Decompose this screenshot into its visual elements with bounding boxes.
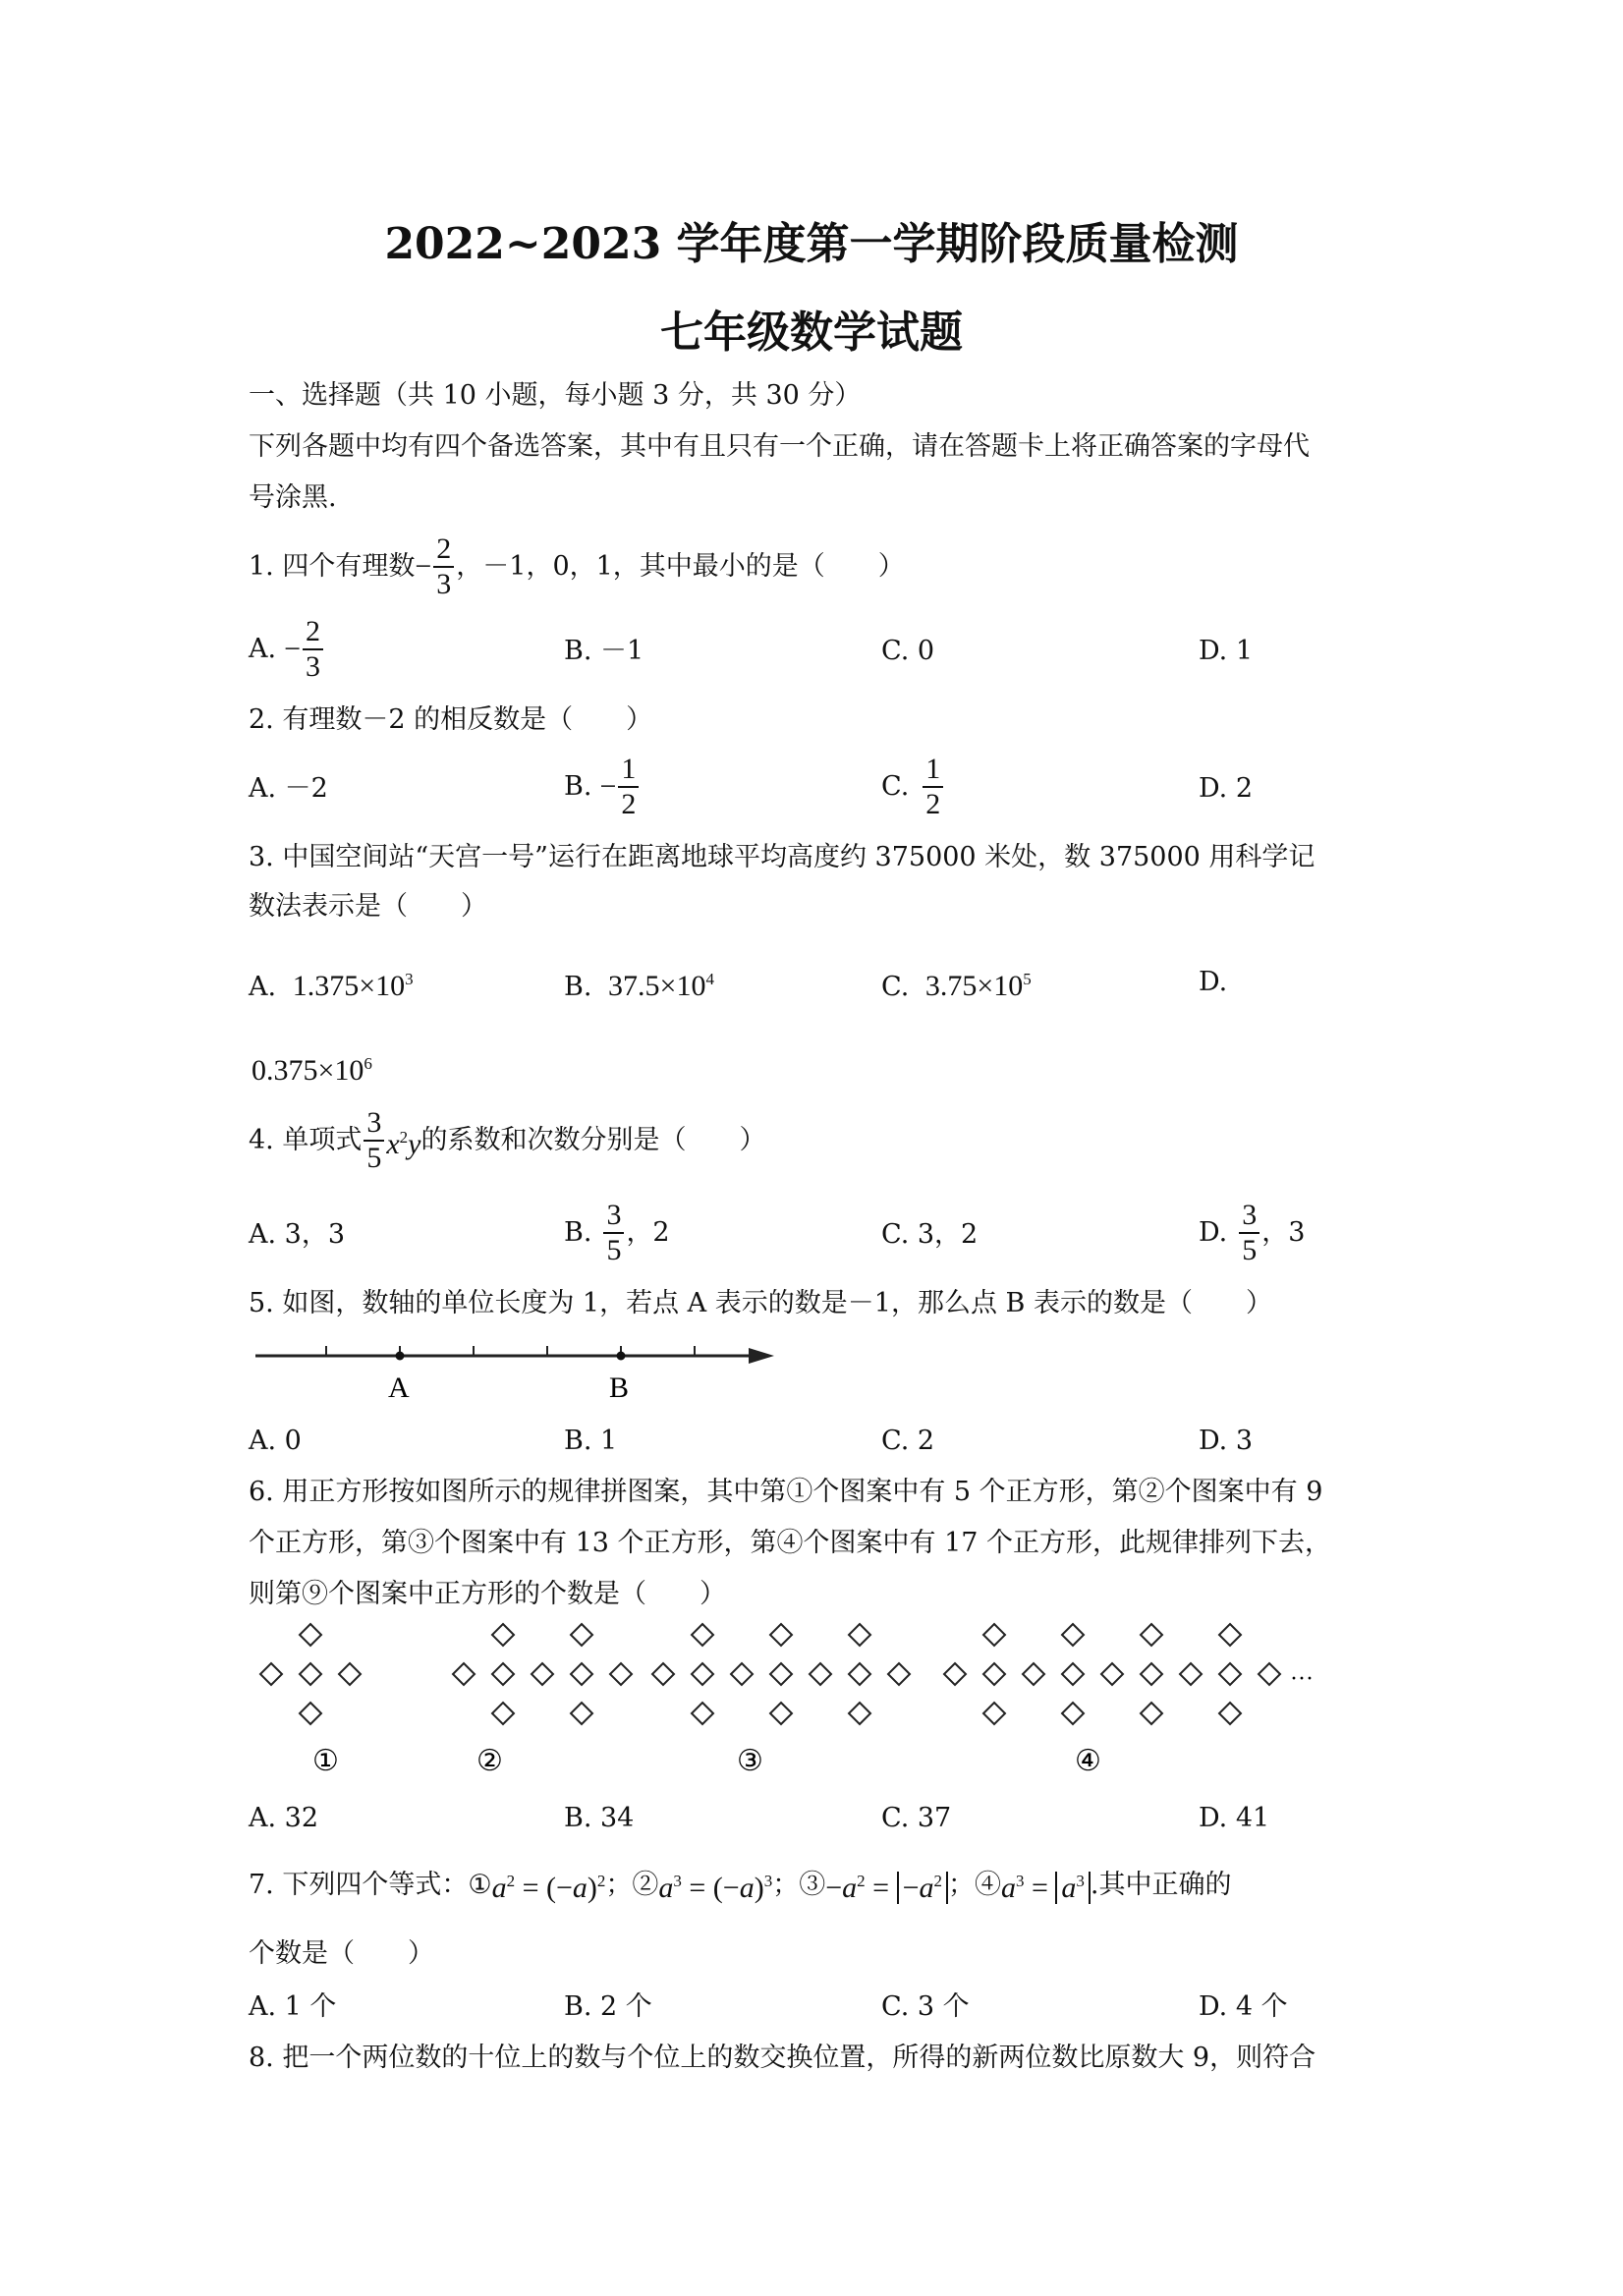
- number-line-arrow: [749, 1348, 774, 1364]
- point-b-dot: [617, 1352, 626, 1361]
- q1-fraction: [433, 532, 454, 601]
- q2-option-b-denominator: 2: [621, 788, 637, 820]
- pattern-label-4: ④: [1075, 1745, 1101, 1777]
- pattern-3-square: [652, 1663, 674, 1685]
- q4-option-a: A. 3，3: [249, 1219, 346, 1250]
- square-pattern-figure: [246, 1621, 1375, 1788]
- pattern-3-square: [692, 1703, 713, 1724]
- pattern-3-square: [770, 1663, 792, 1685]
- q2-option-b-numerator: 1: [618, 753, 639, 788]
- q3-option-a-exponent: 3: [405, 970, 414, 988]
- q2-option-c-numerator: 1: [923, 753, 943, 788]
- pattern-4-square: [1219, 1663, 1241, 1685]
- q1-option-b: B. －1: [564, 636, 644, 666]
- number-line-figure: [246, 1336, 796, 1405]
- q4-frac-numerator: 3: [364, 1106, 384, 1142]
- q5-option-b: B. 1: [564, 1426, 618, 1456]
- q3-option-b-label: B.: [564, 972, 592, 1002]
- q3-option-c-exponent: 5: [1023, 970, 1032, 988]
- q5-stem: 5. 如图，数轴的单位长度为 1，若点 A 表示的数是－1，那么点 B 表示的数是（ ）: [249, 1288, 1272, 1318]
- q2-option-b-fraction: [618, 753, 639, 821]
- q7-option-a: A. 1 个: [249, 1991, 337, 2022]
- q2-option-a: A. －2: [249, 773, 328, 804]
- pattern-4-square: [1180, 1663, 1202, 1685]
- q2-option-c-denominator: 2: [925, 788, 941, 820]
- q2-option-c-label: C.: [881, 771, 910, 802]
- q1-stem-suffix: ，－1，0，1，其中最小的是（ ）: [456, 551, 905, 582]
- q3-option-a-base: 1.375×10: [292, 970, 406, 1002]
- q3-option-c-label: C.: [881, 972, 910, 1002]
- q3-option-d-base: 0.375×10: [252, 1054, 364, 1087]
- q4-option-d: [1199, 1199, 1305, 1267]
- q6-option-d: D. 41: [1199, 1803, 1270, 1833]
- q7-stem-line2: 个数是（ ）: [249, 1938, 434, 1969]
- pattern-4-square: [1219, 1624, 1241, 1646]
- q7-option-b: B. 2 个: [564, 1991, 652, 2022]
- pattern-3-square: [770, 1624, 792, 1646]
- pattern-4-square: [1141, 1703, 1162, 1724]
- pattern-1-square: [300, 1624, 321, 1646]
- q1-option-a-label: A.: [249, 634, 277, 664]
- q4-option-d-suffix: ，3: [1261, 1217, 1306, 1248]
- q4-var-y: y: [408, 1127, 421, 1160]
- q1-stem-prefix: 1. 四个有理数: [249, 551, 416, 582]
- pattern-4-square: [1023, 1663, 1044, 1685]
- point-a-dot: [396, 1352, 405, 1361]
- pattern-label-1: ①: [312, 1745, 339, 1777]
- section-heading: 一、选择题（共 10 小题，每小题 3 分，共 30 分）: [249, 380, 862, 411]
- q4-option-d-fraction: [1239, 1199, 1259, 1267]
- q7-equation-2: $a^3 = (-a)^3$: [658, 1872, 773, 1904]
- q1-option-d: D. 1: [1199, 636, 1254, 666]
- pattern-2-square: [571, 1663, 592, 1685]
- q2-option-d: D. 2: [1199, 773, 1254, 804]
- q1-frac-sign: −: [415, 550, 432, 583]
- q7-marker-1: ①: [468, 1869, 492, 1900]
- q3-option-d-label: D.: [1199, 967, 1228, 997]
- q7-equation-1: $a^2 = (-a)^2$: [491, 1872, 606, 1904]
- q5-option-d: D. 3: [1199, 1426, 1254, 1456]
- section-instruction-line1: 下列各题中均有四个备选答案，其中有且只有一个正确，请在答题卡上将正确答案的字母代: [249, 431, 1310, 462]
- q4-stem-prefix: 4. 单项式: [249, 1125, 363, 1155]
- q4-option-b-denominator: 5: [606, 1234, 622, 1266]
- q3-option-c-base: 3.75×10: [924, 970, 1024, 1002]
- q7-stem-suffix: .其中正确的: [1090, 1869, 1232, 1900]
- q2-option-b-sign: −: [599, 770, 617, 803]
- pattern-4-square: [1062, 1663, 1084, 1685]
- exam-subtitle: 七年级数学试题: [660, 308, 963, 358]
- q6-option-a: A. 32: [249, 1803, 319, 1833]
- pattern-2-square: [610, 1663, 632, 1685]
- exam-title: 2022~2023 学年度第一学期阶段质量检测: [384, 219, 1239, 269]
- pattern-4-square: [1062, 1624, 1084, 1646]
- q1-option-a-fraction: [303, 615, 323, 684]
- q4-exponent: 2: [399, 1127, 409, 1147]
- q4-option-b-suffix: ，2: [626, 1217, 670, 1248]
- q7-stem-prefix: 7. 下列四个等式：: [249, 1869, 469, 1900]
- q3-option-b: [564, 963, 714, 1004]
- q3-option-d-exponent: 6: [364, 1054, 372, 1073]
- pattern-label-2: ②: [476, 1745, 503, 1777]
- q3-stem-line1: 3. 中国空间站“天宫一号”运行在距离地球平均高度约 375000 米处，数 375000 用科学记: [249, 842, 1315, 872]
- pattern-4-square: [1219, 1703, 1241, 1724]
- q7-option-d: D. 4 个: [1199, 1991, 1288, 2022]
- pattern-2-square: [453, 1663, 475, 1685]
- q1-frac-denominator: 3: [436, 568, 452, 600]
- q2-stem: 2. 有理数－2 的相反数是（ ）: [249, 704, 653, 735]
- q4-stem: [249, 1106, 766, 1175]
- q3-option-b-base: 37.5×10: [608, 970, 706, 1002]
- pattern-1-square: [300, 1663, 321, 1685]
- q7-marker-4: ；④: [947, 1869, 1001, 1900]
- q1-stem: [249, 532, 905, 601]
- q1-option-a: [249, 615, 325, 684]
- pattern-3-square: [692, 1624, 713, 1646]
- pattern-4-square: [983, 1663, 1005, 1685]
- q2-option-b: [564, 753, 641, 821]
- pattern-3-square: [849, 1663, 870, 1685]
- point-b-label: B: [609, 1372, 630, 1404]
- q3-option-a: [249, 963, 414, 1004]
- pattern-4-square: [1141, 1624, 1162, 1646]
- q4-fraction: [364, 1106, 384, 1175]
- pattern-3-square: [849, 1703, 870, 1724]
- pattern-4-square: [983, 1624, 1005, 1646]
- q6-stem-line1: 6. 用正方形按如图所示的规律拼图案，其中第①个图案中有 5 个正方形，第②个图案中有 9: [249, 1477, 1323, 1507]
- pattern-4-square: [1062, 1703, 1084, 1724]
- q4-frac-denominator: 5: [366, 1142, 382, 1174]
- pattern-2-square: [532, 1663, 553, 1685]
- pattern-2-square: [492, 1703, 514, 1724]
- q4-var-x: x: [386, 1127, 400, 1160]
- q6-stem-line3: 则第⑨个图案中正方形的个数是（ ）: [249, 1579, 726, 1609]
- section-instruction-line2: 号涂黑.: [249, 482, 337, 513]
- q3-option-b-exponent: 4: [705, 970, 714, 988]
- q6-stem-line2: 个正方形，第③个图案中有 13 个正方形，第④个图案中有 17 个正方形，此规律排列下去，: [249, 1528, 1332, 1558]
- q4-option-b: [564, 1199, 670, 1267]
- pattern-2-square: [571, 1703, 592, 1724]
- pattern-1-square: [300, 1703, 321, 1724]
- q1-option-a-numerator: 2: [303, 615, 323, 650]
- q2-option-c-fraction: [923, 753, 943, 821]
- q7-option-c: C. 3 个: [881, 1991, 970, 2022]
- pattern-4-square: [1141, 1663, 1162, 1685]
- q7-equation-4: $a^3 = a^3$: [1001, 1865, 1091, 1905]
- q1-frac-numerator: 2: [433, 532, 454, 568]
- point-a-label: A: [388, 1372, 410, 1404]
- q4-option-d-label: D.: [1199, 1217, 1228, 1248]
- pattern-3-square: [770, 1703, 792, 1724]
- pattern-3-square: [692, 1663, 713, 1685]
- q4-option-d-numerator: 3: [1239, 1199, 1259, 1234]
- pattern-3-square: [731, 1663, 753, 1685]
- pattern-4-square: [1101, 1663, 1123, 1685]
- pattern-4-square: [1259, 1663, 1280, 1685]
- q6-option-c: C. 37: [881, 1803, 952, 1833]
- q5-option-c: C. 2: [881, 1426, 935, 1456]
- pattern-2-square: [571, 1624, 592, 1646]
- q5-option-a: A. 0: [249, 1426, 302, 1456]
- q4-option-b-fraction: [603, 1199, 624, 1267]
- q4-option-b-numerator: 3: [603, 1199, 624, 1234]
- q1-option-c: C. 0: [881, 636, 935, 666]
- pattern-3-square: [888, 1663, 910, 1685]
- pattern-3-square: [810, 1663, 831, 1685]
- q4-option-b-label: B.: [564, 1217, 592, 1248]
- q3-option-d: [252, 1047, 372, 1089]
- pattern-1-square: [260, 1663, 282, 1685]
- pattern-1-square: [339, 1663, 361, 1685]
- q2-option-c: [881, 753, 945, 821]
- q3-stem-line2: 数法表示是（ ）: [249, 891, 487, 922]
- pattern-ellipsis: ···: [1290, 1666, 1314, 1692]
- q7-equation-3: $-a^2 = -a^2$: [825, 1865, 948, 1905]
- q7-stem: [249, 1865, 1232, 1905]
- pattern-label-3: ③: [737, 1745, 763, 1777]
- q4-stem-suffix: 的系数和次数分别是（ ）: [420, 1125, 766, 1155]
- q1-option-a-denominator: 3: [306, 650, 321, 683]
- q1-option-a-sign: −: [284, 633, 302, 665]
- q3-option-c: [881, 963, 1032, 1004]
- pattern-2-square: [492, 1624, 514, 1646]
- q4-option-d-denominator: 5: [1242, 1234, 1258, 1266]
- pattern-3-square: [849, 1624, 870, 1646]
- q3-option-a-label: A.: [249, 972, 277, 1002]
- q6-option-b: B. 34: [564, 1803, 635, 1833]
- q7-marker-2: ；②: [605, 1869, 659, 1900]
- q2-option-b-label: B.: [564, 771, 592, 802]
- q4-option-c: C. 3，2: [881, 1219, 979, 1250]
- pattern-2-square: [492, 1663, 514, 1685]
- q8-stem: 8. 把一个两位数的十位上的数与个位上的数交换位置，所得的新两位数比原数大 9，则符合: [249, 2043, 1316, 2073]
- q7-marker-3: ；③: [772, 1869, 826, 1900]
- pattern-4-square: [944, 1663, 966, 1685]
- pattern-4-square: [983, 1703, 1005, 1724]
